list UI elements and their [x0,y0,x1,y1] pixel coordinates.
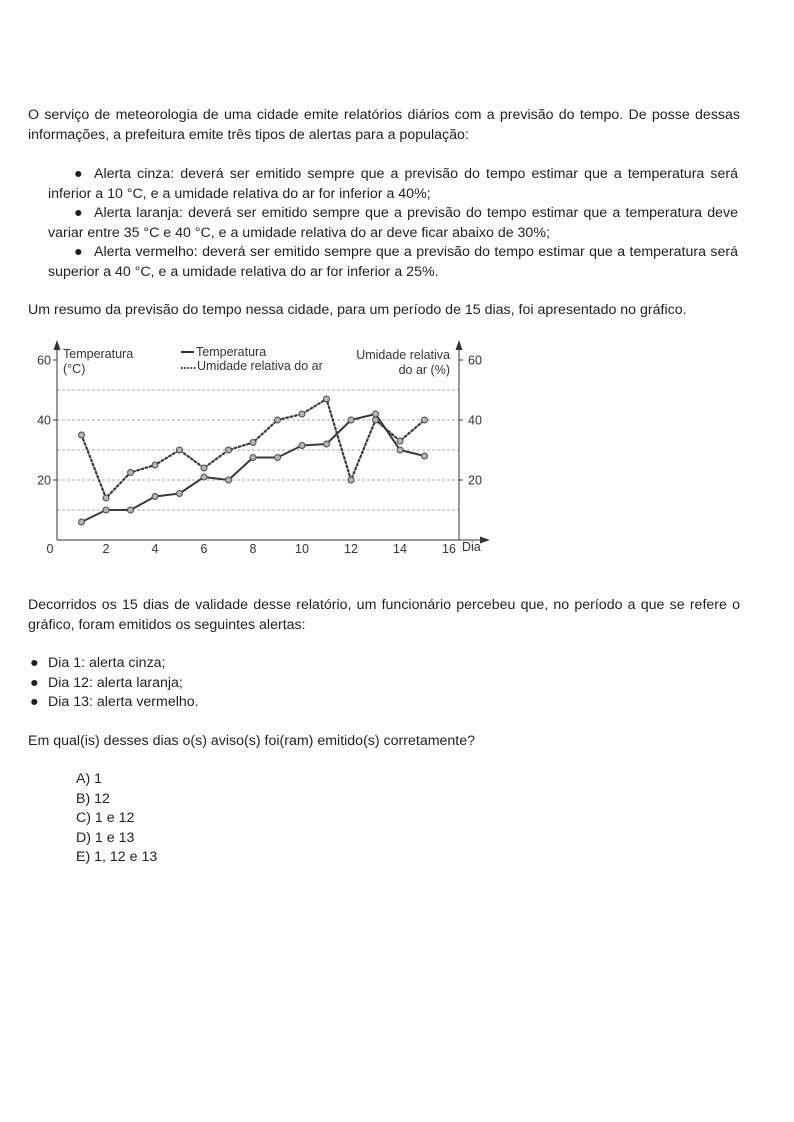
option-d[interactable]: D) 1 e 13 [76,829,135,846]
issued-text: Dia 1: alerta cinza; [48,655,166,671]
x-tick-label: 10 [295,542,309,556]
bullet-icon: ● [74,166,83,182]
chart-series [79,396,428,525]
temperature-point [324,441,330,447]
x-tick-label: 4 [151,542,159,556]
issued-text: Dia 12: alerta laranja; [48,674,183,691]
chart-labels [63,345,450,377]
y-left-tick-label: 60 [37,353,51,368]
x-tick-label: 6 [200,542,208,556]
x-tick-label: 0 [46,542,54,556]
intro-paragraph: O serviço de meteorologia de uma cidade emite relatórios diários com a previsão do tempo. De posse dessas informações, a prefeitura emite três tipos de alertas para a população: [28,107,740,143]
humidity-point [152,462,158,468]
temperature-point [226,477,232,483]
y-right-tick-label: 40 [468,413,482,428]
temperature-point [128,507,134,513]
legend-humidity: Umidade relativa do ar [197,359,323,373]
temperature-point [422,453,428,459]
bullet-icon: ● [30,674,39,691]
right-axis-unit: do ar (%) [398,363,450,377]
list-item [28,693,740,713]
y-right-tick-label: 20 [468,473,482,488]
left-axis-unit: (°C) [63,362,86,376]
bullet-icon: ● [74,205,83,222]
right-axis-arrow-icon [456,340,463,350]
humidity-point [299,411,305,417]
question-text: Em qual(is) desses dias o(s) aviso(s) foi(ram) emitido(s) corretamente? [28,733,476,749]
humidity-point [250,440,256,446]
humidity-point [275,417,281,423]
humidity-point [128,470,134,476]
temperature-point [250,455,256,461]
temperature-point [152,494,158,500]
alert-item-laranja [48,204,738,243]
temperature-point [397,447,403,453]
left-axis-title: Temperatura [63,347,134,361]
alert-item-vermelho [48,243,738,282]
x-axis-title: Dia [462,540,481,554]
option-e[interactable]: E) 1, 12 e 13 [76,849,158,866]
alert-text: Alerta vermelho: deverá ser emitido sempre que a previsão do tempo estimar que a temperatura será superior a 40 °C, e a umidade relativa do ar for inferior a 25%. [48,244,738,280]
left-axis-arrow-icon [54,340,61,350]
humidity-point [422,417,428,423]
after-chart-paragraph: Decorridos os 15 dias de validade desse relatório, um funcionário percebeu que, no período a que se refere o gráfico, foram emitidos os seguintes alertas: [28,597,740,633]
humidity-point [373,417,379,423]
temperature-point [275,455,281,461]
alert-types-list [48,165,738,283]
temperature-point [79,519,85,525]
bullet-icon: ● [30,655,39,671]
alert-text: Alerta laranja: deverá ser emitido sempre que a previsão do tempo estimar que a temperatura deve variar entre 35 °C e 40 °C, e a umidade relativa do ar deve ficar abaixo de 30%; [48,205,738,241]
option-a[interactable]: A) 1 [76,771,103,787]
y-left-tick-label: 40 [37,413,51,428]
humidity-point [177,447,183,453]
issued-text: Dia 13: alerta vermelho. [48,694,199,711]
temperature-series-line [82,414,425,522]
humidity-point [348,477,354,483]
list-item [28,654,740,674]
y-left-tick-label: 20 [37,473,51,488]
x-tick-label: 16 [442,542,456,556]
weather-chart [0,335,794,565]
humidity-point [226,447,232,453]
option-c[interactable]: C) 1 e 12 [76,810,135,827]
temperature-point [299,443,305,449]
right-axis-title: Umidade relativa [356,348,450,362]
x-axis-arrow-icon [480,537,490,544]
temperature-point [201,474,207,480]
temperature-point [177,491,183,497]
summary-paragraph: Um resumo da previsão do tempo nessa cidade, para um período de 15 dias, foi apresentado no gráfico. [28,302,687,318]
bullet-icon: ● [74,244,83,261]
humidity-point [103,495,109,501]
alert-text: Alerta cinza: deverá ser emitido sempre que a previsão do tempo estimar que a temperatura será inferior a 10 °C, e a umidade relativa do ar for inferior a 40%; [48,166,738,202]
list-item [28,674,740,694]
temperature-point [373,411,379,417]
legend-temperature: Temperatura [196,345,267,359]
x-tick-label: 2 [102,542,110,556]
humidity-point [397,438,403,444]
bullet-icon: ● [30,694,39,711]
answer-options [76,770,157,868]
x-tick-label: 14 [393,542,407,556]
y-right-tick-label: 60 [468,353,482,368]
temperature-point [103,507,109,513]
x-tick-label: 12 [344,542,358,556]
option-b[interactable]: B) 12 [76,790,110,807]
humidity-point [79,432,85,438]
humidity-point [201,465,207,471]
issued-alerts-list [28,654,740,713]
alert-item-cinza [48,165,738,204]
x-tick-label: 8 [249,542,257,556]
humidity-point [324,396,330,402]
temperature-point [348,417,354,423]
